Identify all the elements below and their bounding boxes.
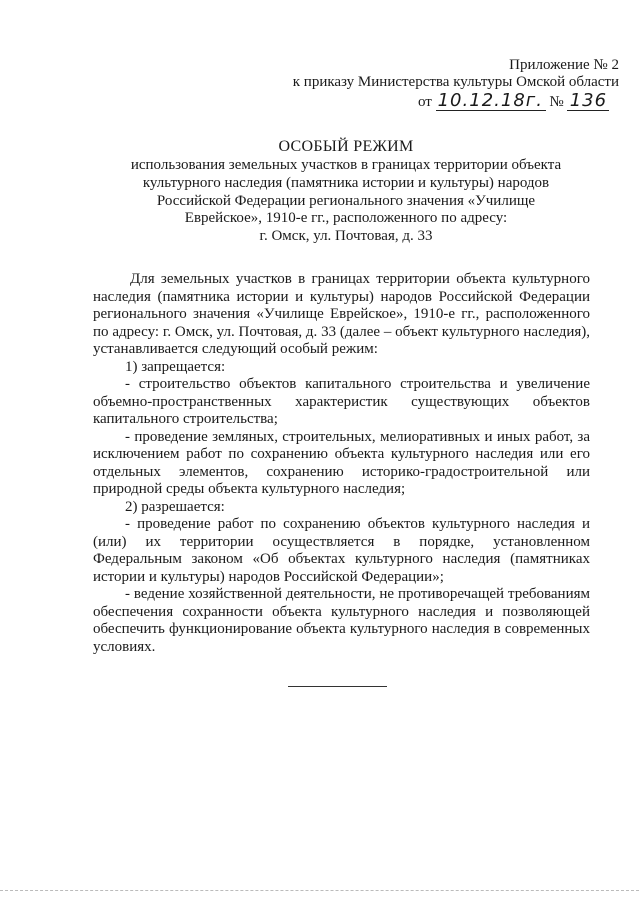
prohibited-item-works: - проведение земляных, строительных, мелиоративных и иных работ, за исключением работ по сохранению объекта культурного наследия или его отдельных элементов, сохранению историко-градостроительной или природной среды объекта культурного наследия;	[93, 428, 590, 497]
title-line-1: использования земельных участков в границах территории объекта	[130, 157, 562, 173]
title-main: ОСОБЫЙ РЕЖИМ	[278, 138, 414, 155]
permitted-item-economic: - ведение хозяйственной деятельности, не противоречащей требованиям обеспечения сохранности объекта культурного наследия и позволяющей обеспечить функционирование объекта культурного наследия в современных условиях.	[93, 586, 590, 655]
appendix-label: Приложение № 2	[509, 57, 619, 73]
title-line-2: культурного наследия (памятника истории и культуры) народов	[142, 174, 550, 191]
number-label: №	[549, 94, 564, 110]
handwritten-number: 136	[567, 92, 609, 111]
prohibited-item-construction: - строительство объектов капитального строительства и увеличение объемно-пространственных характеристик существующих объектов капитального строительства;	[93, 376, 590, 427]
title-line-5: г. Омск, ул. Почтовая, д. 33	[259, 228, 433, 245]
end-divider	[288, 686, 387, 687]
intro-paragraph: Для земельных участков в границах территории объекта культурного наследия (памятника истории и культуры) народов Российской Федерации регионального значения «Училище Еврейское», 1910-е гг., расположенного по адресу: г. Омск, ул. Почтовая, д. 33 (далее – объект культурного наследия), устанавливается следующий особый режим:	[93, 271, 590, 357]
title-line-4: Еврейское», 1910-е гг., расположенного по адресу:	[184, 210, 508, 227]
document-body	[93, 271, 590, 656]
prohibited-heading: 1) запрещается:	[125, 358, 226, 375]
permitted-item-preservation: - проведение работ по сохранению объектов культурного наследия и (или) их территории осуществляется в порядке, установленном Федеральным законом «Об объектах культурного наследия (памятниках истории и культуры) народов Российской Федерации»;	[93, 516, 590, 585]
order-date-number	[418, 92, 609, 111]
permitted-heading: 2) разрешается:	[125, 498, 225, 515]
handwritten-date: 10.12.18г.	[436, 92, 546, 111]
title-line-3: Российской Федерации регионального значения «Училище	[156, 192, 536, 209]
scan-edge-line	[0, 890, 639, 891]
from-label: от	[418, 94, 432, 110]
order-reference: к приказу Министерства культуры Омской области	[292, 74, 619, 90]
document-title	[96, 137, 596, 246]
